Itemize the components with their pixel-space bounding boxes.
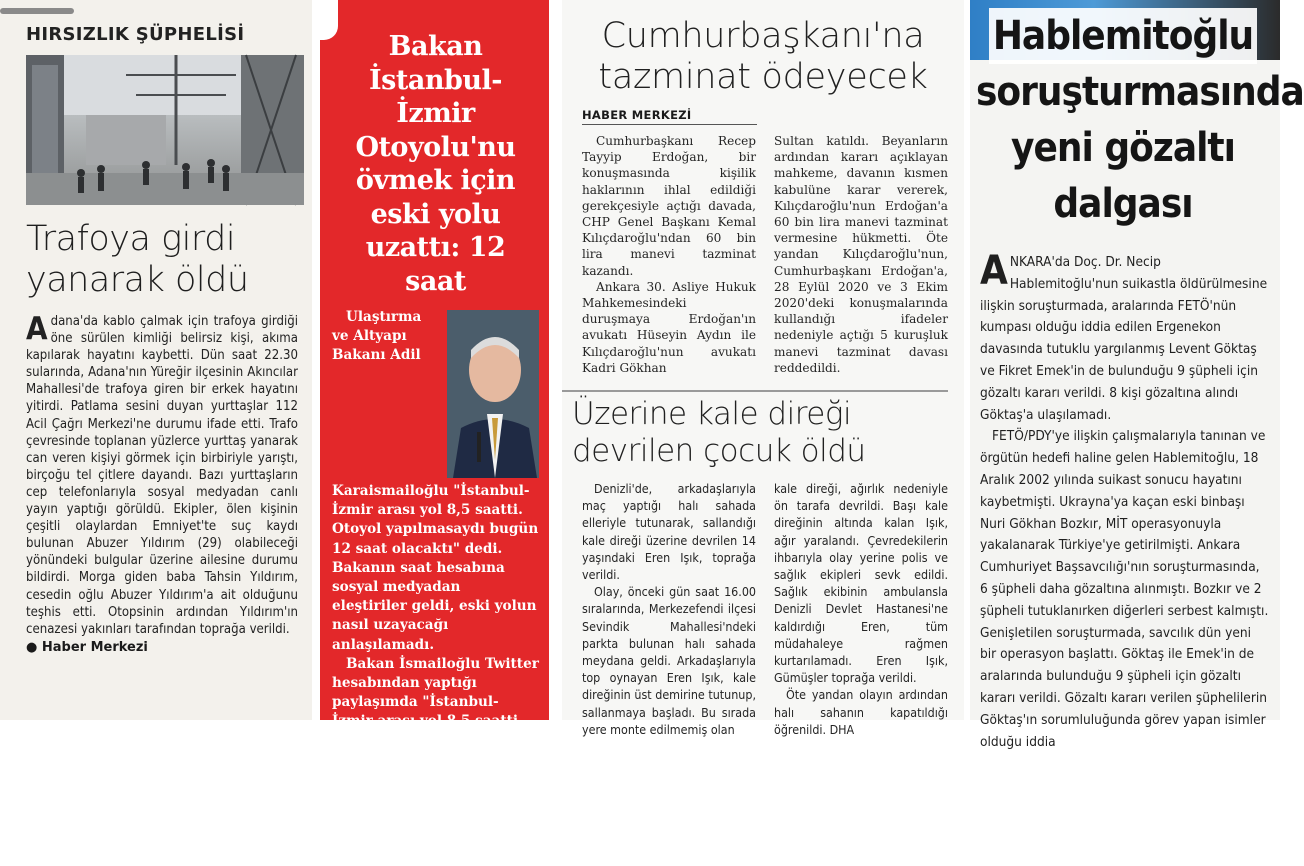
clip4-dropcap: A [980,248,1008,294]
clip1-signature: ● Haber Merkezi [26,639,148,655]
news-clip-compensation-and-goalpost [562,0,964,737]
news-clip-theft-suspect [0,0,312,720]
clip3-headline: Cumhurbaşkanı'na tazminat ödeyecek [598,16,928,97]
page-corner [320,0,338,40]
clip4-headline-line [976,8,1270,64]
scroll-indicator [0,8,74,14]
clip1-body [26,313,298,638]
clip3-paragraph: Olay, önceki gün saat 16.00 sıralarında, Merkezefendi ilçesi Sevindik Mahallesi'ndeki parkta bulunan halı sahada meydana geldi. Arkadaşlarıyla top oynayan Eren Işık, kale direğinin üst demirine tutunup, sallanmaya başladı. Bu sırada yere monte edilmemiş olan [582,584,756,737]
clip4-headline [976,8,1304,232]
clip3-paragraph: Ankara 30. Asliye Hukuk Mahkemesindeki duruşmaya Erdoğan'ın avukatı Hüseyin Aydın ile Kılıçdaroğlu'nun avukatı Kadri Gökhan [582,279,756,375]
clip4-paragraph1-text: NKARA'da Doç. Dr. Necip Hablemitoğlu'nun suikastla öldürülmesine ilişkin soruşturmada, aralarında FETÖ'nün kumpası olduğu iddia edilen Ergenekon davasında tutuklu yargılanmış Levent Göktaş ve Fikret Emek'in de bulunduğu 9 şüpheli için gözaltı kararı verildi. 8 kişi gözaltına alındı Göktaş'a ulaşılamadı. [980,254,1268,423]
clip1-kicker: HIRSIZLIK ŞÜPHELİSİ [26,24,245,45]
clip4-paragraph: FETÖ/PDY'ye ilişkin çalışmalarıyla tanınan ve örgütün hedefi haline gelen Hablemitoğlu, 18 Aralık 2002 yılında suikast sonucu hayatını kaybetmişti. Ukrayna'ya kaçan eski binbaşı Nuri Gökhan Bozkır, MİT operasyonuyla yakalanarak Türkiye'ye getirilmişti. Ankara Cumhuriyet Başsavcılığı'nın soruşturmasında, 6 şüpheli daha gözaltına alınmıştı. Bozkır ve 2 şüpheli tutuklanırken diğerleri serbest kalmıştı. Genişletilen soruşturmada, savcılık dün yeni bir operasyon başlattı. Göktaş ile Emek'in de aralarında bulunduğu 9 şüpheli için gözaltı kararı verildi. Gözaltı kararı verilen şüphelilerin Göktaş'ın sorumluluğunda görev yapan isimler olduğu iddia [980,428,1269,750]
clip3-article-goalpost [562,480,964,738]
clip3-column2-right [774,480,948,738]
minister-portrait [447,310,539,478]
clip2-paragraph: Bakan İsmailoğlu Twitter hesabından yaptığı paylaşımda "İstanbul-İzmir arası yol 8,5 saatti. Otoyol yapılmasaydı bugün 12 saat olacaktı. Şimdi 3,5 saatte İstanbul'dan İzmir'e gidebiliyorsunuz" ifadelerini kullandı. İsmailoğlu ayrıca paylaşımına 'devlet aklı' [332,655,539,864]
clip3-columns2 [582,480,948,738]
news-clip-minister-highway [320,0,549,864]
clip3-paragraph: kale direği, ağırlık nedeniyle ön tarafa devrildi. Başı kale direğinin altında kalan Işık, ağır yaralandı. Çevredekilerin ihbarıyla olay yerine polis ve sağlık ekipleri sevk edildi. Sağlık ekibinin ambulansla Denizli Devlet Hastanesi'ne kaldırdığı Eren, tüm müdahaleye rağmen kurtarılamadı. Eren Işık, Gümüşler toprağa verildi. [774,481,948,686]
clip3-divider [562,390,948,392]
clip3-paragraph: Denizli'de, arkadaşlarıyla maç yaptığı halı sahada elleriyle tutunarak, sallandığı kale direği üzerine devrilen 14 yaşındaki Eren Işık, toprağa verildi. [582,481,756,583]
clip3-byline: HABER MERKEZİ [582,108,757,125]
news-clip-hablemitoglu [970,0,1304,750]
clip1-headline: Trafoya girdi yanarak öldü [26,219,249,300]
clip3-columns [582,133,948,376]
clip3-paragraph: Öte yandan olayın ardından halı sahanın kapatıldığı öğrenildi. DHA [774,687,948,737]
clip3-column2-left [582,480,756,738]
clip3-column-right [774,133,948,376]
clip2-paragraph: Ulaştırma ve Altyapı Bakanı Adil Karaismailoğlu "İstanbul-İzmir arası yol 8,5 saatti. Otoyol yapılmasaydı bugün 12 saat olacaktı" dedi. Bakanın saat hesabına sosyal medyadan eleştiriler geldi, eski yolun nasıl uzayacağı anlaşılamadı. [332,309,539,653]
clip4-headline-line3: yeni gözaltı dalgası [1011,125,1235,227]
clip1-photo [26,55,304,205]
clip1-dropcap: A [26,311,48,347]
clip3-article-compensation [562,108,964,376]
clip4-headline-line2: soruşturmasında [976,69,1304,115]
clip3-paragraph: Sultan katıldı. Beyanların ardından kararı açıklayan mahkeme, davanın kısmen kabulüne karar vererek, Kılıçdaroğlu'nun Erdoğan'a 60 bin lira manevi tazminat vermesine hükmetti. Öte yandan Kılıçdaroğlu'nun, Cumhurbaşkanı Erdoğan'a, 28 Eylül 2020 ve 3 Ekim 2020'deki konuşmalarında kullandığı ifadeler nedeniyle açtığı 5 kuruşluk manevi tazminat davası reddedildi. [774,134,948,375]
clip2-content [332,308,539,866]
clip4-paragraph [980,248,1270,426]
clip4-body [976,248,1270,753]
clip3-headline2: Üzerine kale direği devrilen çocuk öldü [572,396,866,470]
clip1-body-text: dana'da kablo çalmak için trafoya girdiği öne sürülen kimliği belirsiz kişi, akıma kapılarak hayatını kaybetti. Dün saat 22.30 sularında, Adana'nın Yüreğir ilçesinin Akıncılar Mahallesi'de trafoya giren bir erkek hayatını yitirdi. Patlama sesini duyan yurttaşlar 112 Acil Çağrı Merkezi'ne durumu ifade etti. Trafo çevresinde toplanan yüzlerce yurttaş yanarak can veren kişiyi görmek için birbiriyle yarıştı, birçoğu tel çitlere dayandı. Bazı yurttaşların cep telefonlarıyla sosyal medyadan canlı yayın yaptığı görüldü. Ekipler, ölen kişinin çeşitli olaylardan Emniyet'te suç kaydı bulunan Abuzer Yıldırım (29) olabileceği yönündeki bulgular üzerine ailesine durumu bildirdi. Morga giden baba Tahsin Yıldırım, cesedin oğlu Abuzer Yıldırım'a ait olduğunu teşhis etti. Otopsinin ardından Yıldırım'ın cenazesi yakınları tarafından toprağa verildi. [26,314,298,637]
clip3-column-left [582,133,756,376]
clip3-paragraph: Cumhurbaşkanı Recep Tayyip Erdoğan, bir konuşmasında kişilik haklarının ihlal edildiği gerekçesiyle açtığı davada, CHP Genel Başkanı Kemal Kılıçdaroğlu'ndan 60 bin lira manevi tazminat kazandı. [582,134,756,278]
clip4-headline-line1: Hablemitoğlu [989,8,1257,64]
clip2-headline: Bakan İstanbul-İzmir Otoyolu'nu övmek için eski yolu uzattı: 12 saat [355,31,516,297]
